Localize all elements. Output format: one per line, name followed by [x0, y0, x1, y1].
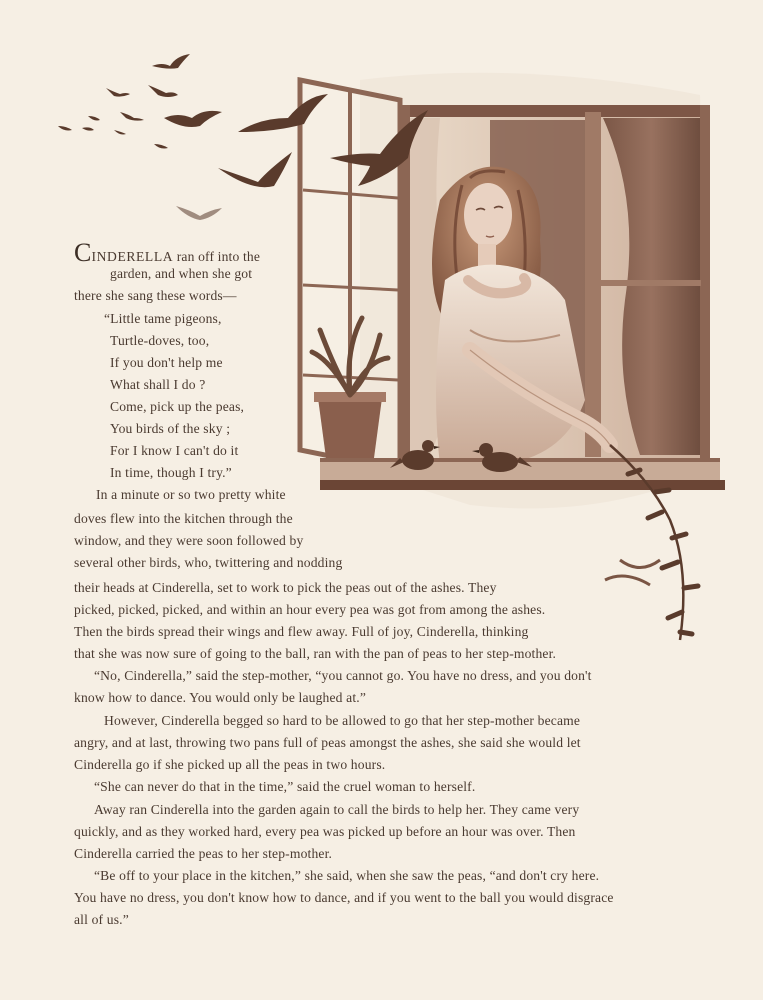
opening-line-1: CINDERELLA ran off into the — [74, 238, 261, 267]
opening-line-3: there she sang these words— — [74, 288, 237, 303]
opening-line-2: garden, and when she got — [110, 266, 253, 281]
body-line: In a minute or so two pretty white — [96, 487, 286, 502]
poem-line: If you don't help me — [110, 355, 223, 370]
poem-line: Come, pick up the peas, — [110, 399, 245, 414]
poem-line: Turtle-doves, too, — [110, 333, 210, 348]
drop-cap: C — [74, 238, 92, 267]
body-line: picked, picked, picked, and within an hour every pea was got from among the ashes. — [74, 602, 546, 617]
poem-line: For I know I can't do it — [110, 443, 239, 458]
body-line: You have no dress, you don't know how to dance, and if you went to the ball you would disgrace — [74, 890, 614, 905]
body-line: Cinderella carried the peas to her step-mother. — [74, 846, 333, 861]
heroine-name: INDERELLA — [91, 249, 174, 264]
body-line: However, Cinderella begged so hard to be allowed to go that her step-mother became — [104, 713, 581, 728]
body-line: Then the birds spread their wings and flew away. Full of joy, Cinderella, thinking — [74, 624, 529, 639]
body-line: angry, and at last, throwing two pans full of peas amongst the ashes, she said she would let — [74, 735, 581, 750]
body-line: “No, Cinderella,” said the step-mother, “you cannot go. You have no dress, and you don't — [94, 668, 592, 683]
poem-line: What shall I do ? — [110, 377, 206, 392]
body-line: Away ran Cinderella into the garden again to call the birds to help her. They came very — [94, 802, 580, 817]
poem-line: In time, though I try.” — [110, 465, 232, 480]
body-line: “She can never do that in the time,” said the cruel woman to herself. — [94, 779, 476, 794]
body-line: window, and they were soon followed by — [74, 533, 304, 548]
body-line: several other birds, who, twittering and nodding — [74, 555, 343, 570]
body-line: Cinderella go if she picked up all the peas in two hours. — [74, 757, 386, 772]
body-line: quickly, and as they worked hard, every pea was picked up before an hour was over. Then — [74, 824, 576, 839]
body-line: all of us.” — [74, 912, 129, 927]
body-line: that she was now sure of going to the ball, ran with the pan of peas to her step-mother. — [74, 646, 557, 661]
body-line: doves flew into the kitchen through the — [74, 511, 293, 526]
body-line: “Be off to your place in the kitchen,” she said, when she saw the peas, “and don't cry here. — [94, 868, 600, 883]
poem-line: “Little tame pigeons, — [104, 311, 222, 326]
body-line: their heads at Cinderella, set to work to pick the peas out of the ashes. They — [74, 580, 497, 595]
poem-line: You birds of the sky ; — [110, 421, 231, 436]
body-line: know how to dance. You would only be laughed at.” — [74, 690, 367, 705]
